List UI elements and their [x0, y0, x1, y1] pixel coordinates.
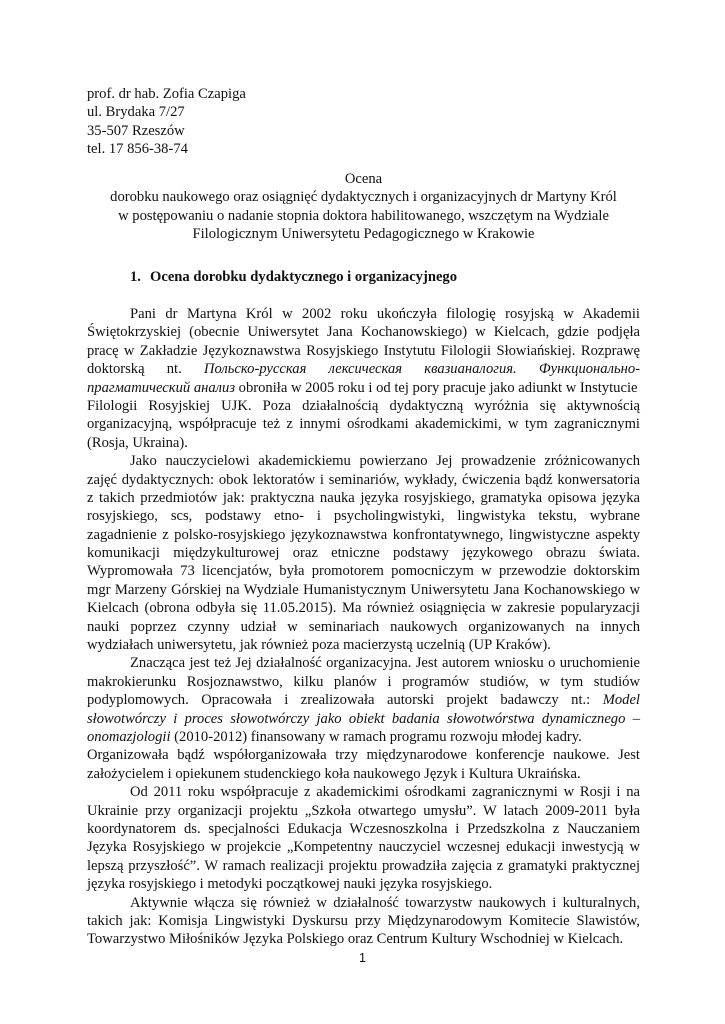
- p3-line: makrokierunku Rosjoznawstwo, kilku planów i programów studiów, w tym studiów: [87, 673, 640, 690]
- p4-line: lepszą przyszłość”. W ramach realizacji projektu prowadziła zajęcia z gramatyki praktycznej: [87, 857, 640, 874]
- p1-line: organizacyjną, współpracuje też z innymi ośrodkami akademickimi, w tym zagranicznymi: [87, 416, 640, 433]
- p1-line: (Rosja, Ukraina).: [87, 434, 188, 451]
- p3-line-text: podyplomowych. Opracowała i zrealizowała autorski projekt badawczy nt.:: [87, 692, 591, 709]
- project-title-end: onomazjologii: [87, 728, 171, 745]
- p2-line: wydziałach uniwersytetu, jak również poza macierzystą uczelnią (UP Kraków).: [87, 637, 551, 654]
- project-title: Model: [602, 692, 640, 709]
- p2-line: komunikacji międzykulturowej oraz etniczne podstawy językowego obrazu świata.: [87, 545, 640, 562]
- heading-line-2: w postępowaniu o nadanie stopnia doktora habilitowanego, wszczętym na Wydziale: [118, 207, 609, 224]
- section-heading: [130, 268, 457, 286]
- p2-line: nauki poprzez czynny udział w seminariach naukowych organizowanych na innych: [87, 618, 640, 635]
- p1-line: Świętokrzyskiej (obecnie Uniwersytet Jana Kochanowskiego) w Kielcach, gdzie podjęła: [87, 324, 640, 341]
- p5-line: Aktywnie włącza się również w działalność towarzystw naukowych i kulturalnych,: [130, 894, 640, 911]
- p2-line: rosyjskiego, scs, podstawy etno- i psycholingwistyki, lingwistyka tekstu, wybrane: [87, 508, 640, 525]
- p3-line: [87, 691, 640, 709]
- sender-city: 35-507 Rzeszów: [87, 122, 185, 139]
- dissertation-title-ru-cont: прагматический анализ: [87, 379, 236, 396]
- p2-line: Kielcach (obrona odbyła się 11.05.2015). Ma również osiągnięcia w zakresie popularyzacji: [87, 600, 640, 617]
- p1-line: pracę w Zakładzie Językoznawstwa Rosyjskiego Instytutu Filologii Słowiańskiej. Rozprawę: [87, 342, 640, 359]
- p4-line: Ukrainie przy organizacji projektu „Szkoła otwartego umysłu”. W latach 2009-2011 była: [87, 802, 640, 819]
- p2-line: Jako nauczycielowi akademickiemu powierzano Jej prowadzenie zróżnicowanych: [130, 453, 640, 470]
- p4-line: Od 2011 roku współpracuje z akademickimi ośrodkami zagranicznymi w Rosji i na: [130, 784, 640, 801]
- section-number: 1.: [130, 269, 141, 285]
- p2-line: zagadnienie z polsko-rosyjskiego językoznawstwa konfrontatywnego, lingwistyczne aspekty: [87, 526, 640, 543]
- p5-line: Towarzystwo Miłośników Języka Polskiego oraz Centrum Kultury Wschodniej w Kielcach.: [87, 931, 624, 948]
- sender-address: [87, 85, 246, 159]
- p2-line: zajęć dydaktycznych: obok lektoratów i seminariów, wykłady, ćwiczenia bądź konwersatoria: [87, 471, 640, 488]
- p2-line: mgr Marzeny Górskiej na Wydziale Humanistycznym Uniwersytetu Jana Kochanowskiego w: [87, 581, 640, 598]
- p1-line-text: obroniła w 2005 roku i od tej pory pracuje jako adiunkt w Instytucie: [235, 379, 638, 396]
- p3-line: Organizowała bądź współorganizowała trzy międzynarodowe konferencje naukowe. Jest: [87, 747, 640, 764]
- heading-line-1: dorobku naukowego oraz osiągnięć dydaktycznych i organizacyjnych dr Martyny Król: [110, 189, 617, 206]
- sender-street: ul. Brydaka 7/27: [87, 104, 185, 121]
- document-heading: [87, 170, 640, 244]
- dissertation-title-ru: Польско-русская лексическая квазианалогия. Функционально-: [203, 361, 640, 378]
- p3-line: Znacząca jest też Jej działalność organizacyjna. Jest autorem wniosku o uruchomienie: [130, 655, 640, 672]
- body-text: [87, 305, 640, 949]
- p3-line: założycielem i opiekunem studenckiego koła naukowego Język i Kultura Ukraińska.: [87, 765, 581, 782]
- p1-line: [87, 379, 640, 397]
- page-number: 1: [359, 951, 366, 965]
- heading-line-3: Filologicznym Uniwersytetu Pedagogicznego w Krakowie: [192, 226, 535, 243]
- p4-line: koordynatorem ds. specjalności Edukacja Wczesnoszkolna i Przedszkolna z Nauczaniem: [87, 820, 640, 837]
- p1-line: Pani dr Martyna Król w 2002 roku ukończyła filologię rosyjską w Akademii: [130, 306, 640, 322]
- p1-line: [87, 360, 640, 378]
- section-title-text: Ocena dorobku dydaktycznego i organizacyjnego: [150, 269, 458, 285]
- p2-line: Wypromowała 73 licencjatów, była promotorem pomocniczym w przewodzie doktorskim: [87, 563, 640, 580]
- p1-line-text: doktorską nt.: [87, 361, 182, 378]
- p1-line: Filologii Rosyjskiej UJK. Poza działalnością dydaktyczną wyróżnia się aktywnością: [87, 397, 640, 414]
- heading-title: Ocena: [344, 171, 383, 187]
- p4-line: Języka Rosyjskiego w projekcie „Kompetentny nauczyciel wczesnej edukacji inwestycją w: [87, 839, 640, 856]
- p4-line: języka rosyjskiego i metodyki początkowej nauki języka rosyjskiego.: [87, 876, 493, 893]
- p3-line: [87, 728, 640, 746]
- sender-name: prof. dr hab. Zofia Czapiga: [87, 86, 246, 102]
- sender-phone: tel. 17 856-38-74: [87, 141, 188, 158]
- p3-line-text: (2010-2012) finansowany w ramach programu rozwoju młodej kadry.: [170, 728, 582, 745]
- project-title-cont: słowotwórczy i proces słowotwórczy jako obiekt badania słowotwórstwa dynamicznego –: [87, 710, 640, 727]
- p5-line: takich jak: Komisja Lingwistyki Dyskursu przy Międzynarodowym Komitecie Slawistów,: [87, 912, 640, 929]
- p2-line: z takich przedmiotów jak: praktyczna nauka języka rosyjskiego, gramatyka opisowa języka: [87, 489, 640, 506]
